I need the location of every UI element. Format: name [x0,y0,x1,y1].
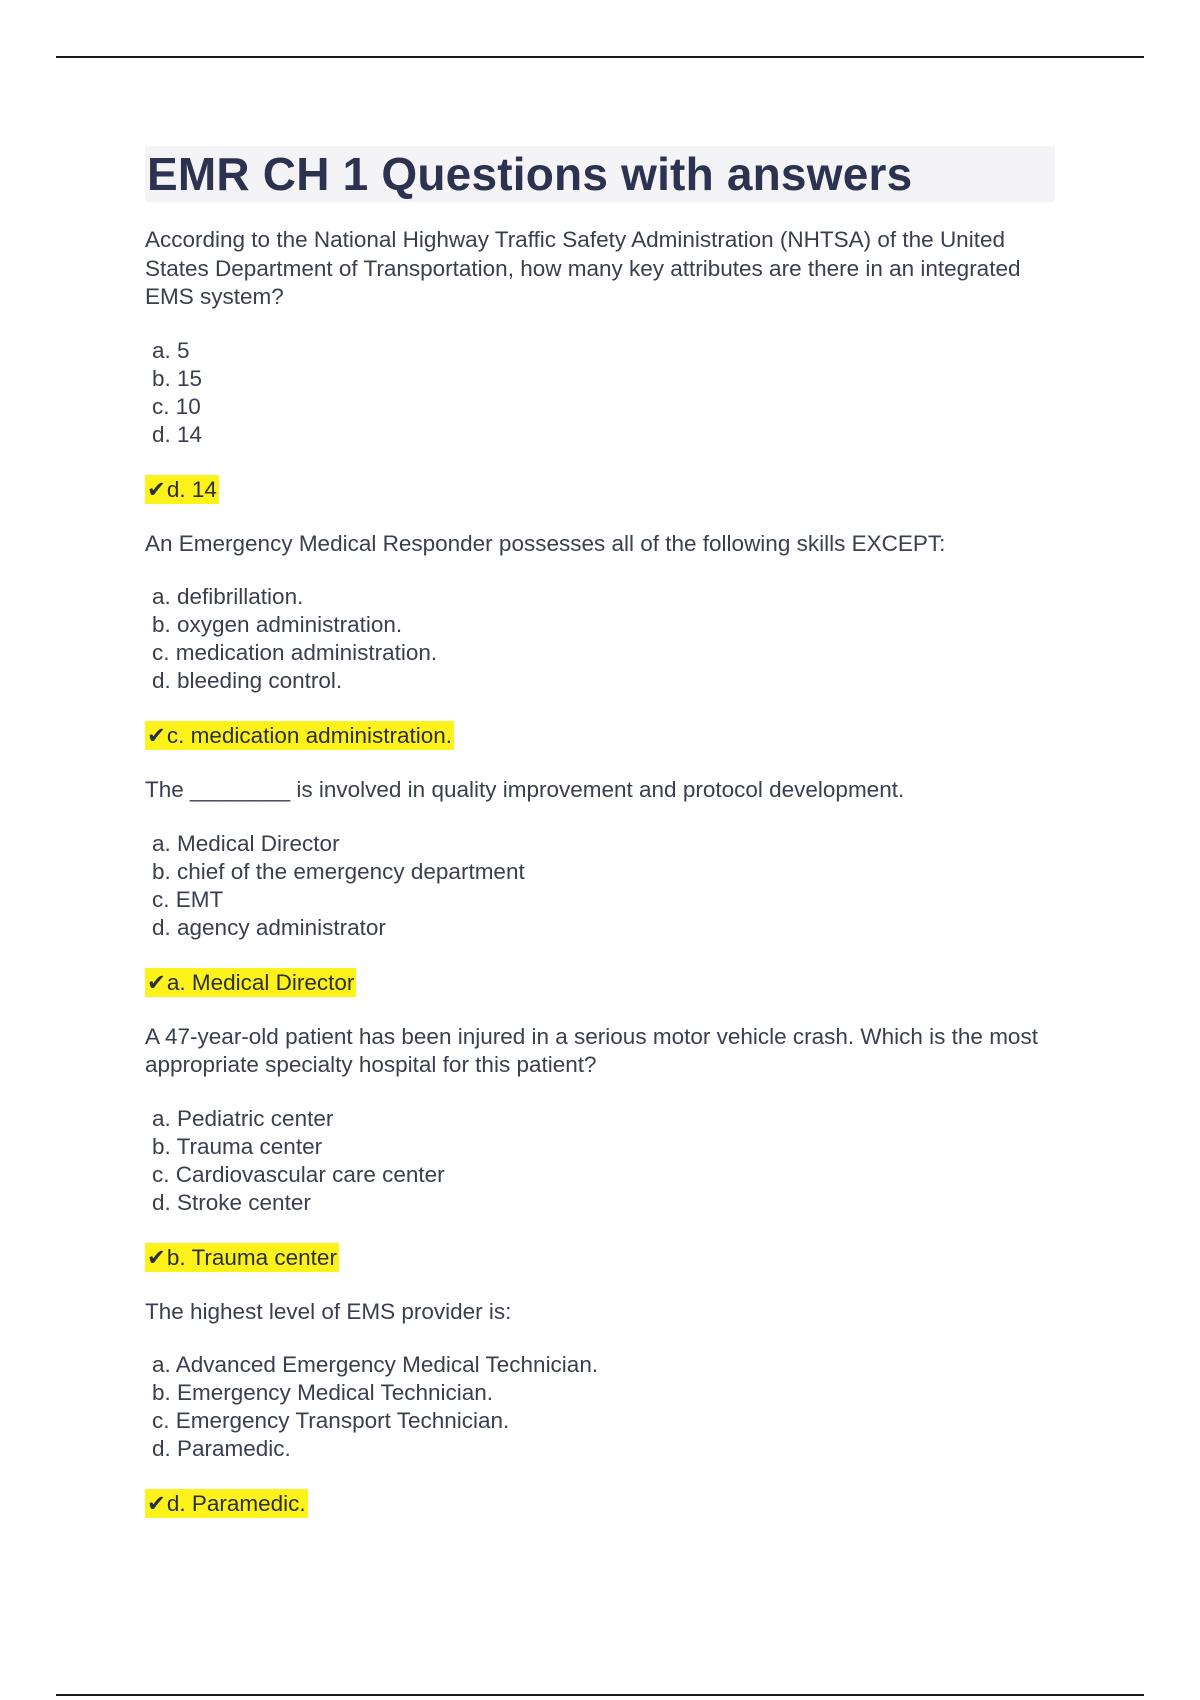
option-item: b. chief of the emergency department [152,858,525,884]
option-item: b. 15 [152,365,203,391]
answer-text: b. Trauma center [166,1244,337,1270]
option-item: b. Trauma center [152,1133,323,1159]
option-item: d. Stroke center [152,1189,311,1215]
option-list [145,1105,1055,1217]
option-item: c. medication administration. [152,640,438,665]
answer-text: a. Medical Director [166,969,355,995]
answer-text: c. medication administration. [166,723,452,748]
answer-text: d. Paramedic. [166,1491,306,1516]
option-list [145,830,1055,942]
document-content [145,146,1055,1518]
option-item: a. Advanced Emergency Medical Technician. [152,1352,599,1377]
option-list [145,583,1055,695]
check-icon: ✔ [147,969,166,995]
check-icon: ✔ [147,476,166,502]
option-item: b. oxygen administration. [152,612,403,637]
answer-highlight [145,968,356,997]
question-text: An Emergency Medical Responder possesses all of the following skills EXCEPT: [145,530,946,556]
check-icon: ✔ [147,723,166,748]
answer-highlight [145,721,454,750]
answer-text: d. 14 [166,476,217,502]
option-item: b. Emergency Medical Technician. [152,1380,494,1405]
answer-highlight [145,475,219,504]
option-item: c. EMT [152,886,224,912]
answer-highlight [145,1489,308,1518]
check-icon: ✔ [147,1244,166,1270]
top-rule [56,56,1144,58]
option-item: a. defibrillation. [152,584,304,609]
bottom-rule [56,1694,1144,1696]
option-item: d. agency administrator [152,914,386,940]
answer-highlight [145,1243,339,1272]
option-item: a. 5 [152,337,190,363]
check-icon: ✔ [147,1491,166,1516]
option-list [145,1351,1055,1463]
question-text: The ________ is involved in quality improvement and protocol development. [145,777,905,802]
option-item: a. Medical Director [152,830,340,856]
option-list [145,337,1055,449]
option-item: a. Pediatric center [152,1105,334,1131]
option-item: c. 10 [152,393,201,419]
option-item: d. 14 [152,421,203,447]
option-item: d. Paramedic. [152,1436,291,1461]
question-text: The highest level of EMS provider is: [145,1298,512,1324]
question-text: A 47-year-old patient has been injured in a serious motor vehicle crash. Which is the most appropriate specialty hospital for this patient? [145,1023,1038,1077]
page-title: EMR CH 1 Questions with answers [145,146,1055,202]
question-text: According to the National Highway Traffic Safety Administration (NHTSA) of the United States Department of Transportation, how many key attributes are there in an integrated EMS system? [145,227,1021,309]
option-item: c. Emergency Transport Technician. [152,1408,510,1433]
option-item: d. bleeding control. [152,668,343,693]
option-item: c. Cardiovascular care center [152,1161,445,1187]
